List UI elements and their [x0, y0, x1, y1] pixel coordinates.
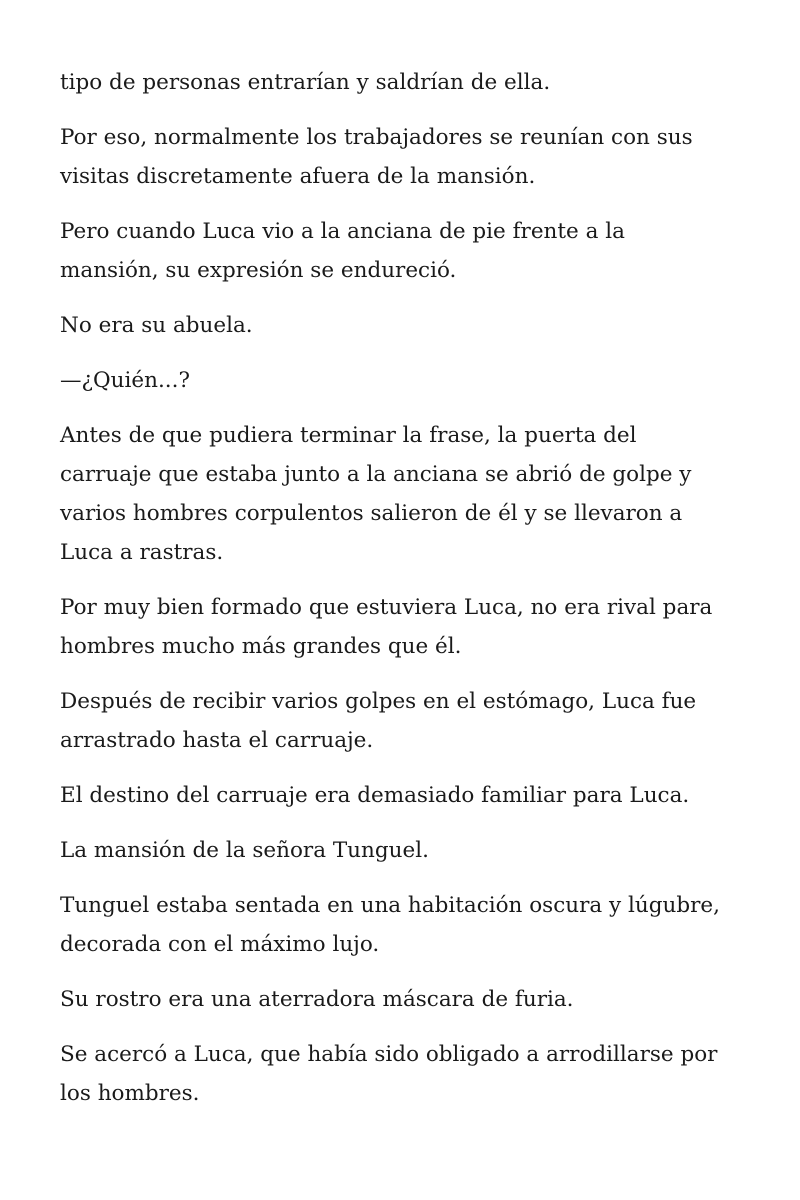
paragraph: La mansión de la señora Tunguel. [60, 838, 429, 863]
paragraph: Por eso, normalmente los trabajadores se reunían con sus visitas discretamente afuera de la mansión. [60, 125, 693, 189]
paragraph: Su rostro era una aterradora máscara de furia. [60, 987, 574, 1012]
paragraph: Después de recibir varios golpes en el estómago, Luca fue arrastrado hasta el carruaje. [60, 689, 697, 753]
paragraph: tipo de personas entrarían y saldrían de ella. [60, 70, 551, 95]
paragraph: Se acercó a Luca, que había sido obligado a arrodillarse por los hombres. [60, 1042, 718, 1106]
paragraph: —¿Quién...? [60, 368, 190, 393]
paragraph: No era su abuela. [60, 313, 253, 338]
paragraph: Por muy bien formado que estuviera Luca, no era rival para hombres mucho más grandes que él. [60, 595, 713, 659]
paragraph: Pero cuando Luca vio a la anciana de pie frente a la mansión, su expresión se endureció. [60, 219, 625, 283]
paragraph: Antes de que pudiera terminar la frase, la puerta del carruaje que estaba junto a la anciana se abrió de golpe y varios hombres corpulentos salieron de él y se llevaron a Luca a rastras. [60, 423, 692, 565]
paragraph: El destino del carruaje era demasiado familiar para Luca. [60, 783, 690, 808]
paragraph: Tunguel estaba sentada en una habitación oscura y lúgubre, decorada con el máximo lujo. [60, 893, 720, 957]
